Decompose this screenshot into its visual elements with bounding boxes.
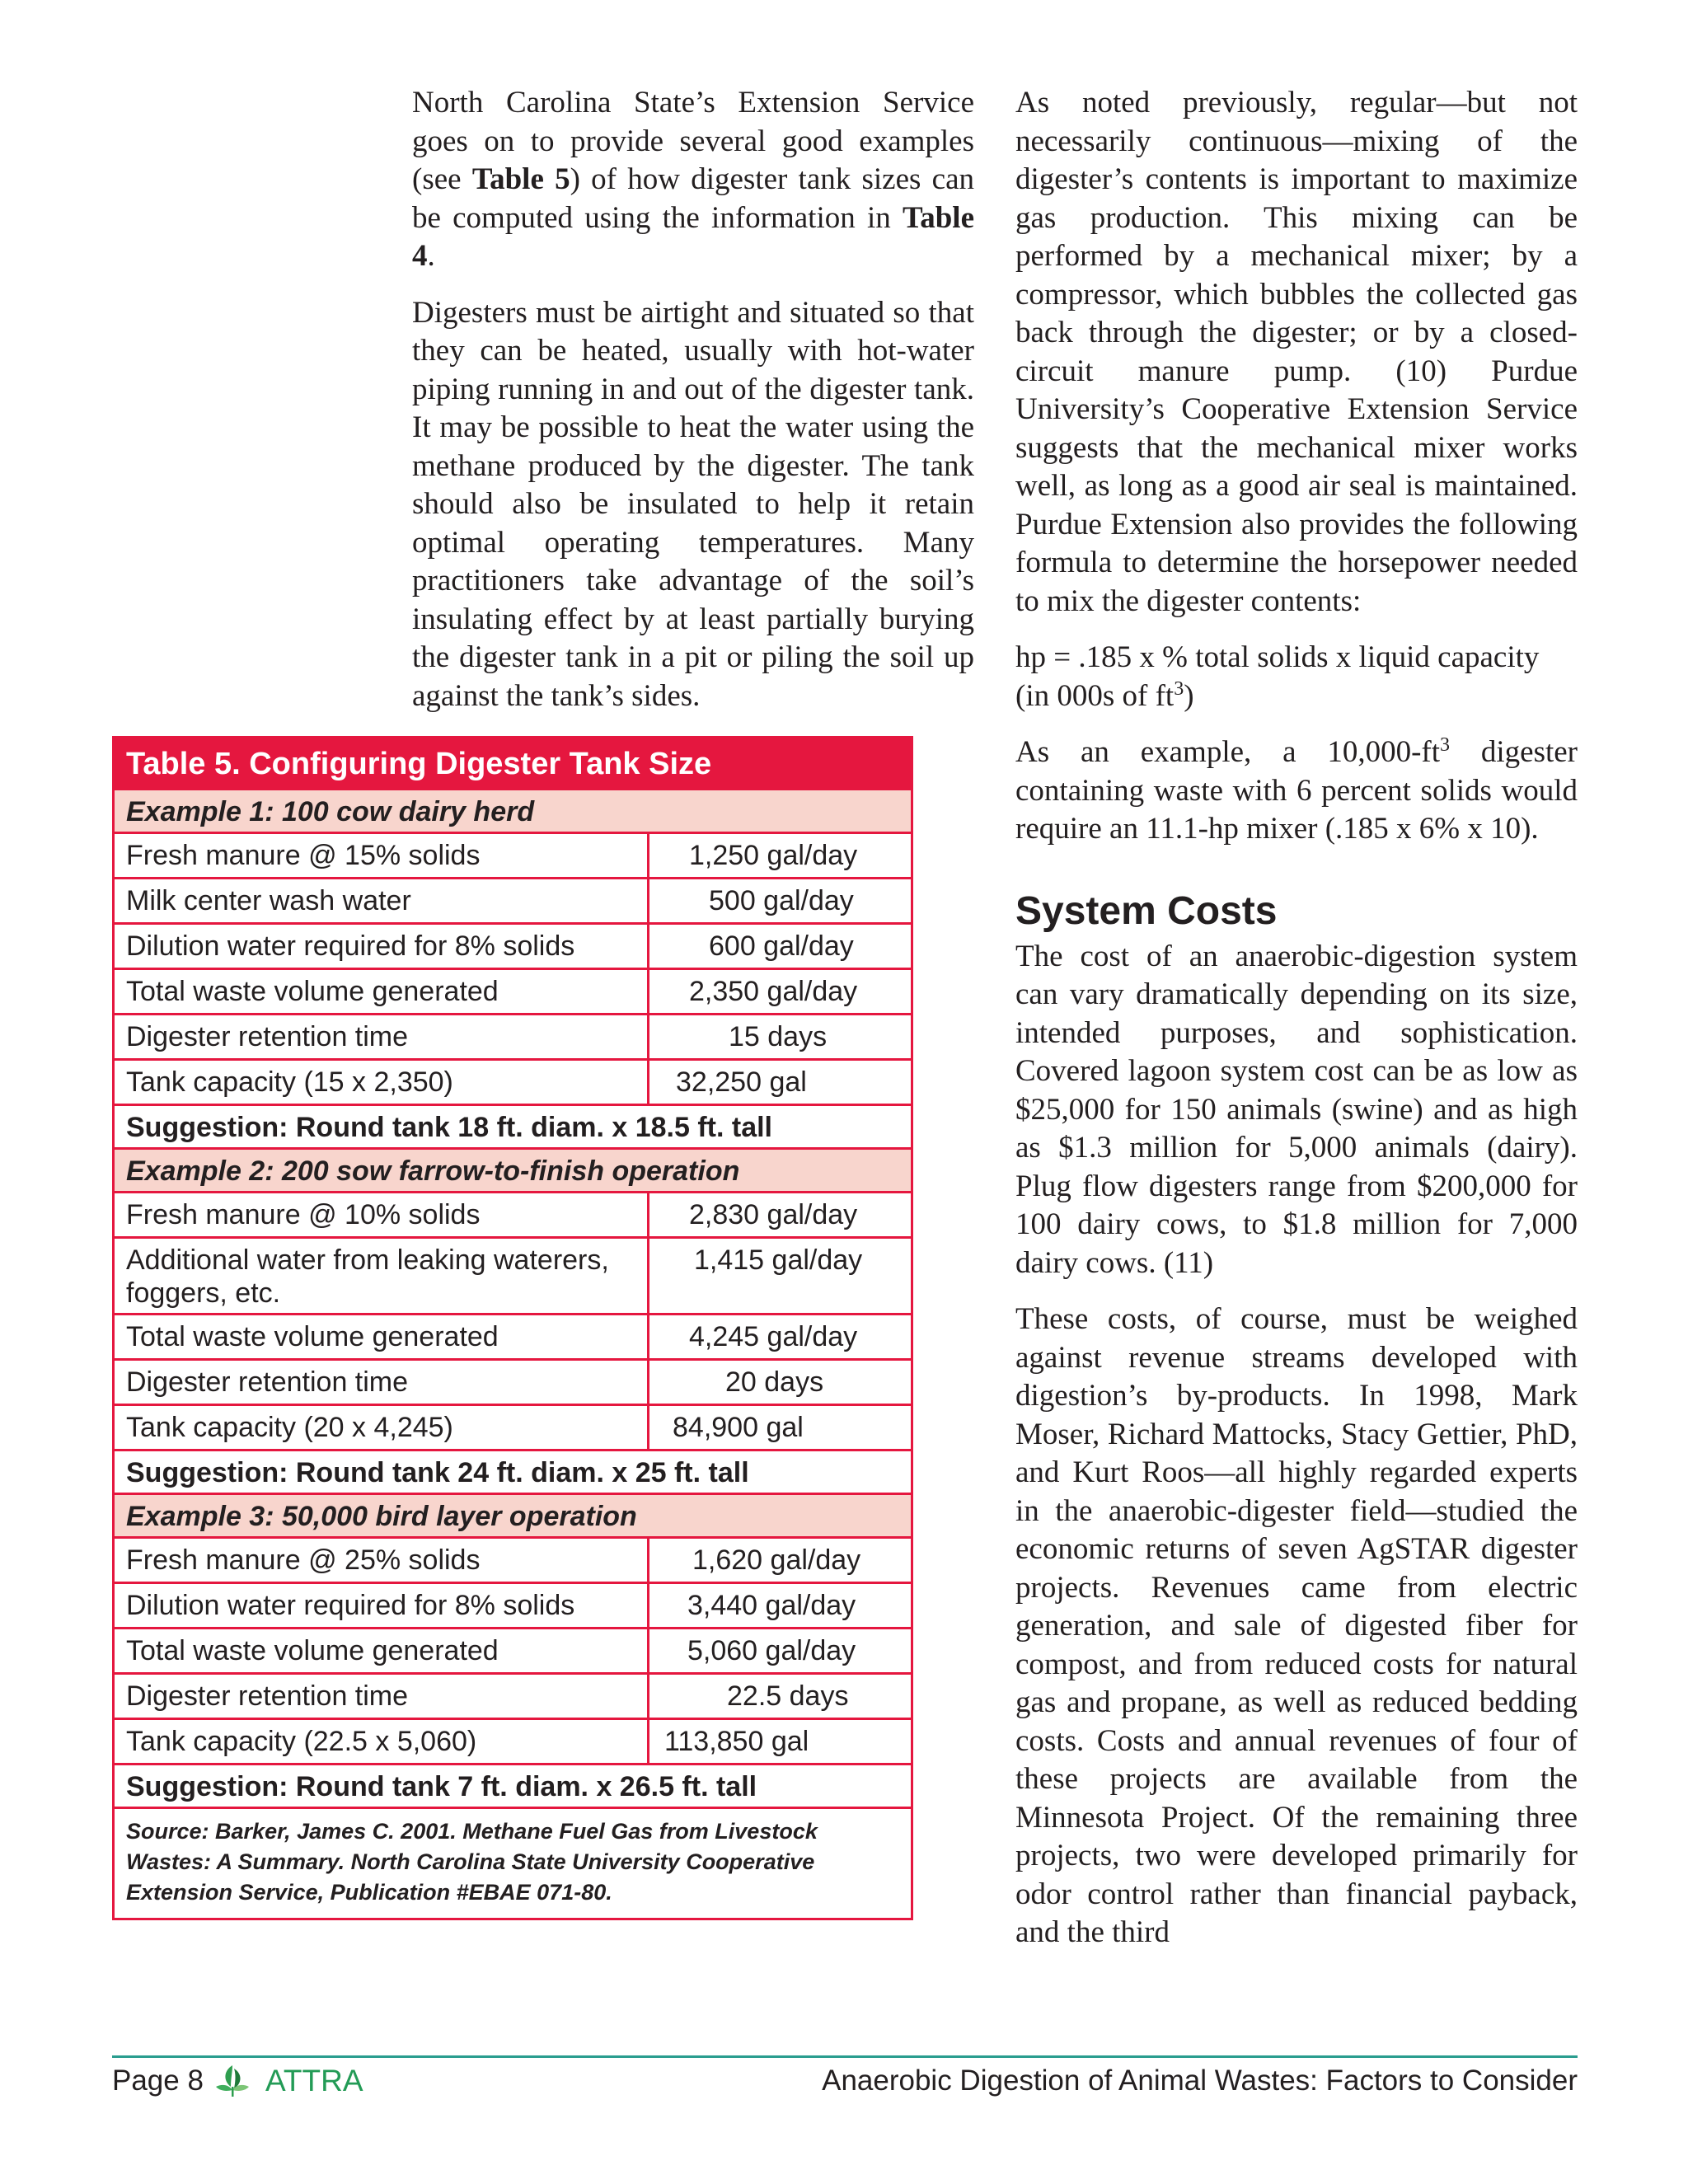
middle-text-column [412, 84, 974, 733]
row-label: Total waste volume generated [115, 1315, 649, 1358]
table-4-reference: Table 4 [412, 200, 974, 273]
row-value [649, 879, 911, 922]
text-run: ) of how digester tank sizes can be computed using the information in [412, 162, 974, 235]
table-row [115, 832, 911, 877]
row-value [649, 1539, 911, 1582]
table-row [115, 1536, 911, 1582]
row-label: Tank capacity (20 x 4,245) [115, 1406, 649, 1449]
example-heading: Example 2: 200 sow farrow-to-finish operation [115, 1147, 911, 1191]
text-run: hp = .185 x % total solids x liquid capacity (in 000s of ft [1015, 640, 1540, 713]
text-run: digester containing waste with 6 percent solids would require an 11.1-hp mixer (.185 x 6% x 10). [1015, 735, 1578, 846]
table-row [115, 1013, 911, 1058]
row-value [649, 1061, 911, 1104]
row-value [649, 1406, 911, 1449]
paragraph-nc-state-examples [412, 84, 974, 276]
table-source-note: Source: Barker, James C. 2001. Methane Fuel Gas from Livestock Wastes: A Summary. North Carolina State University Cooperative Extension Service, Publication #EBAE 071-80. [115, 1807, 911, 1918]
leaf-logo-icon [213, 2062, 252, 2100]
row-value [649, 834, 911, 877]
table-row [115, 1404, 911, 1449]
row-label: Digester retention time [115, 1361, 649, 1404]
value-text: 22.5 days [727, 1680, 849, 1712]
table-row [115, 1358, 911, 1404]
row-label: Tank capacity (15 x 2,350) [115, 1061, 649, 1104]
paragraph-revenue-streams: These costs, of course, must be weighed against revenue streams developed with digestion’s by-products. In 1998, Mark Moser, Richard Mattocks, Stacy Gettier, PhD, and Kurt Roos—all highly regarded experts in the anaerobic-digester field—studied the economic returns of seven AgSTAR digester projects. Revenues came from electric generation, and sale of digested fiber for compost, and from reduced costs for natural gas and propane, as well as reduced bedding costs. Costs and annual revenues of four of these projects are available from the Minnesota Project. Of the remaining three projects, two were developed primarily for odor control rather than financial payback, and the third [1015, 1302, 1578, 1949]
value-text: 1,415 gal/day [694, 1244, 863, 1276]
row-label: Fresh manure @ 10% solids [115, 1193, 649, 1236]
text-run: ) [1184, 678, 1194, 713]
value-text: 5,060 gal/day [687, 1635, 856, 1666]
row-label: Digester retention time [115, 1015, 649, 1058]
row-value [649, 1015, 911, 1058]
row-label: Tank capacity (22.5 x 5,060) [115, 1720, 649, 1763]
value-text: 4,245 gal/day [689, 1321, 858, 1352]
example-heading: Example 1: 100 cow dairy herd [115, 788, 911, 832]
table-5-reference: Table 5 [471, 162, 570, 196]
row-label: Additional water from leaking waterers, foggers, etc. [115, 1239, 649, 1313]
table-row [115, 1058, 911, 1104]
footer-rule [112, 2055, 1578, 2058]
table-row [115, 1672, 911, 1718]
row-value [649, 1193, 911, 1236]
row-value [649, 1584, 911, 1627]
value-text: 15 days [729, 1021, 828, 1052]
example-heading: Example 3: 50,000 bird layer operation [115, 1493, 911, 1536]
table-row [115, 1718, 911, 1763]
text-run: . [427, 239, 435, 273]
paragraph-mixer-example [1015, 733, 1578, 849]
superscript: 3 [1174, 677, 1184, 700]
value-text: 2,350 gal/day [689, 976, 858, 1007]
row-value [649, 1629, 911, 1672]
value-text: 1,250 gal/day [689, 840, 858, 871]
table-row [115, 1582, 911, 1627]
value-text: 20 days [725, 1366, 824, 1398]
suggestion-row: Suggestion: Round tank 7 ft. diam. x 26.5 ft. tall [115, 1763, 911, 1807]
row-value [649, 970, 911, 1013]
digester-size-table [112, 736, 913, 1920]
row-value [649, 1239, 911, 1313]
table-title: Table 5. Configuring Digester Tank Size [115, 738, 911, 788]
text-run: As an example, a 10,000-ft [1015, 735, 1441, 769]
value-text: 32,250 gal [676, 1066, 807, 1098]
table-row [115, 1236, 911, 1313]
value-text: 113,850 gal [664, 1726, 809, 1757]
table-row [115, 1313, 911, 1358]
paragraph-system-costs: The cost of an anaerobic-digestion system can vary dramatically depending on its size, intended purposes, and sophistication. Covered lagoon system cost can be as low as $25,000 for 150 animals (swine) and as high as $1.3 million for 5,000 animals (dairy). Plug flow digesters range from $200,000 for 100 dairy cows, to $1.8 million for 7,000 dairy cows. (11) [1015, 939, 1578, 1280]
suggestion-row: Suggestion: Round tank 18 ft. diam. x 18.5 ft. tall [115, 1104, 911, 1147]
value-text: 1,620 gal/day [692, 1544, 861, 1576]
table-row [115, 1627, 911, 1672]
text-run: North Carolina State’s Extension Service goes on to provide several good examples (see [412, 86, 974, 196]
row-label: Fresh manure @ 25% solids [115, 1539, 649, 1582]
paragraph-mixing: As noted previously, regular—but not necessarily continuous—mixing of the digester’s contents is important to maximize gas production. This mixing can be performed by a mechanical mixer; by a compressor, which bubbles the collected gas back through the digester; or by a closed-circuit manure pump. (10) Purdue University’s Cooperative Extension Service suggests that the mechanical mixer works well, as long as a good air seal is maintained. Purdue Extension also provides the following formula to determine the horsepower needed to mix the digester contents: [1015, 86, 1578, 618]
table-row [115, 1191, 911, 1236]
row-label: Digester retention time [115, 1675, 649, 1718]
right-text-column [1015, 84, 1578, 1971]
value-text: 500 gal/day [709, 885, 854, 916]
value-text: 3,440 gal/day [687, 1590, 856, 1621]
value-text: 84,900 gal [673, 1412, 804, 1443]
row-label: Total waste volume generated [115, 970, 649, 1013]
superscript: 3 [1440, 734, 1451, 756]
table-row [115, 922, 911, 968]
org-name: ATTRA [265, 2064, 363, 2097]
row-label: Dilution water required for 8% solids [115, 1584, 649, 1627]
row-value [649, 1675, 911, 1718]
row-value [649, 1361, 911, 1404]
horsepower-formula [1015, 639, 1578, 715]
table-row [115, 877, 911, 922]
page-number: Page 8 [112, 2064, 204, 2097]
table-row [115, 968, 911, 1013]
row-value [649, 1720, 911, 1763]
row-label: Milk center wash water [115, 879, 649, 922]
row-value [649, 1315, 911, 1358]
row-value [649, 925, 911, 968]
section-heading-system-costs: System Costs [1015, 888, 1278, 933]
row-label: Fresh manure @ 15% solids [115, 834, 649, 877]
row-label: Dilution water required for 8% solids [115, 925, 649, 968]
document-title: Anaerobic Digestion of Animal Wastes: Factors to Consider [822, 2064, 1578, 2097]
row-label: Total waste volume generated [115, 1629, 649, 1672]
value-text: 600 gal/day [709, 930, 854, 962]
suggestion-row: Suggestion: Round tank 24 ft. diam. x 25 ft. tall [115, 1449, 911, 1493]
value-text: 2,830 gal/day [689, 1199, 858, 1230]
paragraph-digester-heating: Digesters must be airtight and situated so that they can be heated, usually with hot-water piping running in and out of the digester tank. It may be possible to heat the water using the methane produced by the digester. The tank should also be insulated to help it retain optimal operating temperatures. Many practitioners take advantage of the soil’s insulating effect by at least partially burying the digester tank in a pit or piling the soil up against the tank’s sides. [412, 295, 974, 713]
